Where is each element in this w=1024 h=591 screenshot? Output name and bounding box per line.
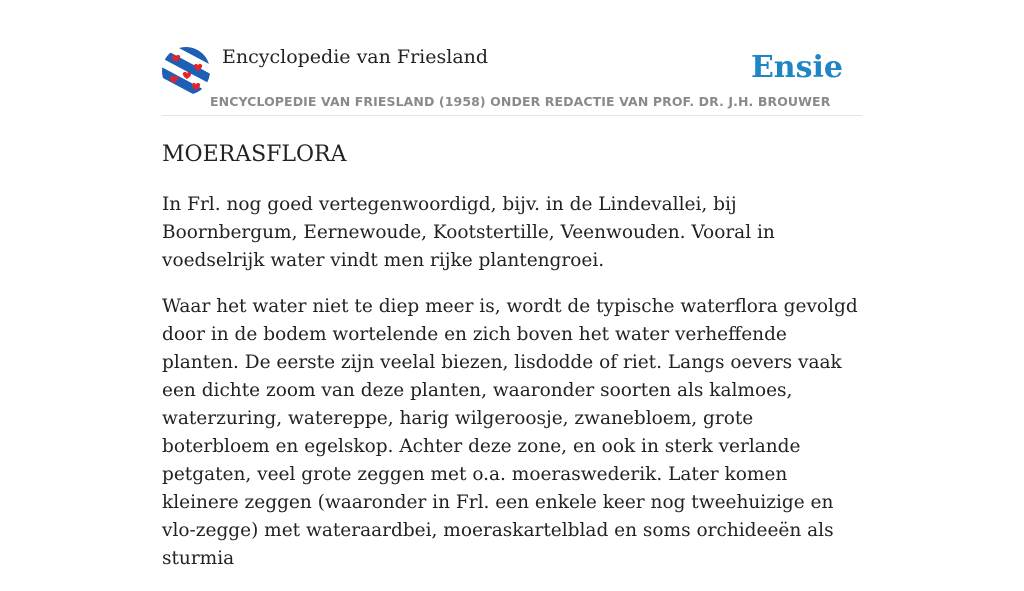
site-name[interactable]: Encyclopedie van Friesland [222, 46, 489, 68]
site-header [162, 46, 862, 116]
brand-logo[interactable]: Ensie [750, 50, 843, 85]
article-title: MOERASFLORA [162, 142, 347, 167]
frisian-flag-icon[interactable] [162, 47, 210, 95]
article-paragraph: Waar het water niet te diep meer is, wordt de typische waterflora gevolgd door in de bodem wortelende en zich boven het water verheffende planten. De eerste zijn veelal biezen, lisdodde of riet. Langs oevers vaak een dichte zoom van deze planten, waaronder soorten als kalmoes, waterzuring, watereppe, harig wilgeroosje, zwanebloem, grote boterbloem en egelskop. Achter deze zone, en ook in sterk verlande petgaten, veel grote zeggen met o.a. moeraswederik. Later komen kleinere zeggen (waaronder in Frl. een enkele keer nog tweehuizige en vlo-zegge) met wateraardbei, moeraskartelblad en soms orchideeën als sturmia [162, 296, 858, 569]
site-subtitle: ENCYCLOPEDIE VAN FRIESLAND (1958) ONDER REDACTIE VAN PROF. DR. J.H. BROUWER [210, 94, 831, 109]
article-paragraph: In Frl. nog goed vertegenwoordigd, bijv. in de Lindevallei, bij Boornbergum, Eernewoude, Kootstertille, Veenwouden. Vooral in voedselrijk water vindt men rijke plantengroei. [162, 194, 775, 271]
article [162, 140, 864, 591]
header-divider [162, 115, 862, 116]
